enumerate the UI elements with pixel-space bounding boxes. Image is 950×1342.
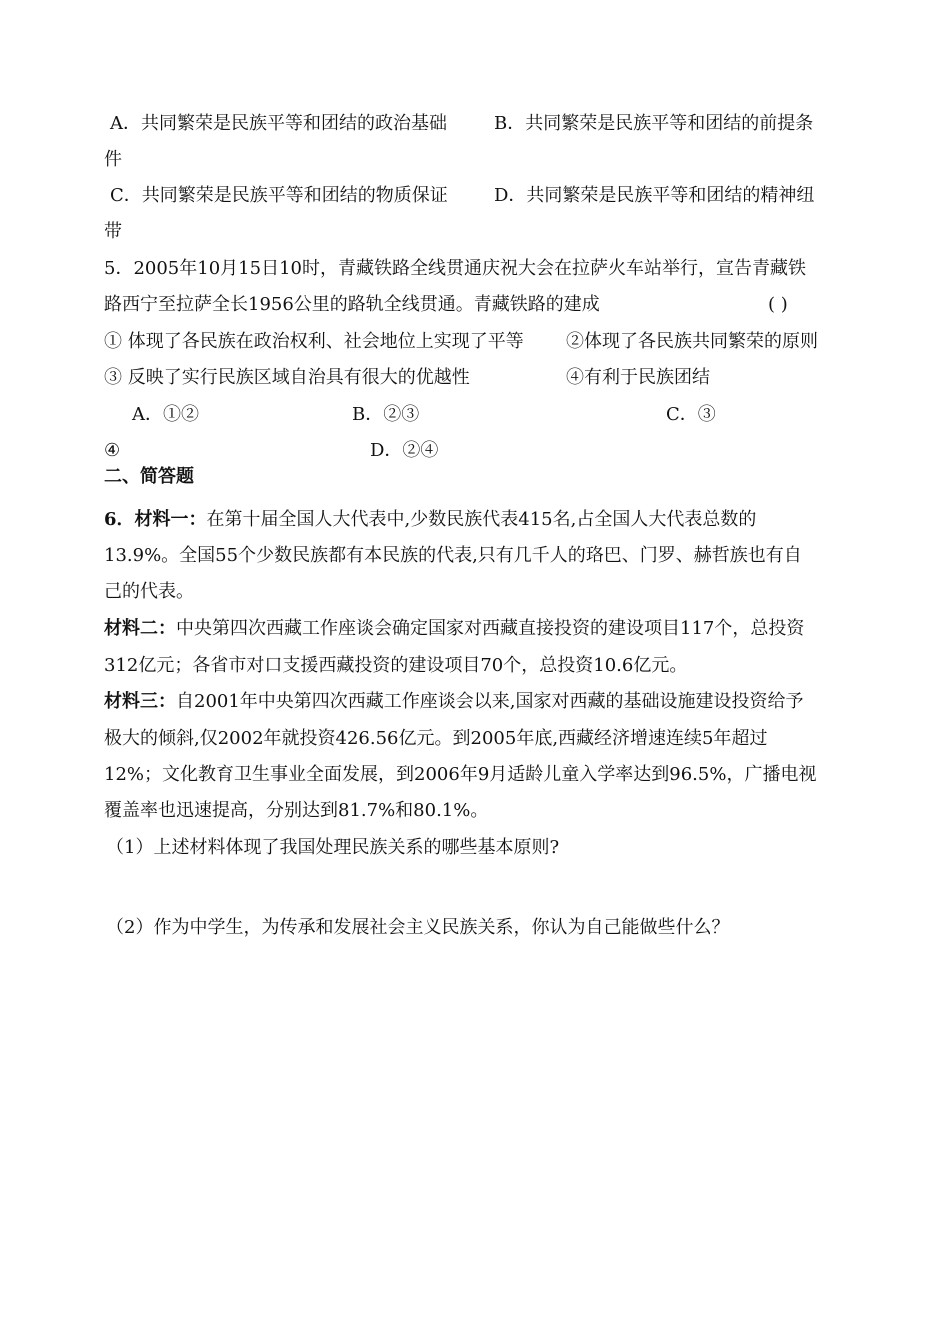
q5-item-3: ③ 反映了实行民族区域自治具有很大的优越性 (104, 367, 470, 388)
q5-item-1: ① 体现了各民族在政治权利、社会地位上实现了平等 (104, 331, 524, 352)
q5-option-d: D．②④ (370, 440, 439, 461)
q6-material-2-line2: 312亿元；各省市对口支援西藏投资的建设项目70个，总投资10.6亿元。 (104, 655, 688, 676)
q4-option-c: C．共同繁荣是民族平等和团结的物质保证 (110, 185, 448, 206)
q5-option-b: B．②③ (352, 404, 420, 425)
q5-option-a: A．①② (132, 404, 199, 425)
q6-material-3-line1 (104, 690, 804, 714)
q6-material-3-line2: 极大的倾斜,仅2002年就投资426.56亿元。到2005年底,西藏经济增速连续5年超过 (104, 728, 768, 749)
q6-material-1-line2: 13.9%。全国55个少数民族都有本民族的代表,只有几千人的珞巴、门罗、赫哲族也有自 (104, 545, 802, 566)
q5-stem-line1: 5．2005年10月15日10时，青藏铁路全线贯通庆祝大会在拉萨火车站举行，宣告青藏铁 (104, 258, 806, 279)
q4-option-d-continued: 带 (104, 221, 122, 242)
q6-material-2-label: 材料二： (104, 618, 176, 639)
q5-answer-bracket: ( ) (768, 294, 788, 315)
q5-option-c: C．③ (666, 404, 716, 425)
q6-material-1-line1 (104, 508, 756, 532)
q6-material-3-text: 自2001年中央第四次西藏工作座谈会以来,国家对西藏的基础设施建设投资给予 (176, 691, 804, 712)
q4-option-a: A．共同繁荣是民族平等和团结的政治基础 (110, 113, 447, 134)
q6-material-3-line3: 12%；文化教育卫生事业全面发展，到2006年9月适龄儿童入学率达到96.5%，广播电视 (104, 764, 817, 785)
q6-material-1-label: 材料一： (134, 509, 207, 530)
q6-material-1-text: 在第十届全国人大代表中,少数民族代表415名,占全国人大代表总数的 (206, 509, 757, 530)
q6-material-3-label: 材料三： (104, 691, 176, 712)
q5-stem-line2: 路西宁至拉萨全长1956公里的路轨全线贯通。青藏铁路的建成 (104, 294, 600, 315)
q4-option-d: D．共同繁荣是民族平等和团结的精神纽 (494, 185, 815, 206)
q6-material-2-text: 中央第四次西藏工作座谈会确定国家对西藏直接投资的建设项目117个，总投资 (176, 618, 805, 639)
section-heading: 二、简答题 (104, 466, 194, 487)
q5-item-4: ④有利于民族团结 (566, 367, 710, 388)
q6-material-3-line4: 覆盖率也迅速提高，分别达到81.7%和80.1%。 (104, 800, 489, 821)
q6-number: 6． (104, 509, 135, 530)
q6-subquestion-1: （1）上述材料体现了我国处理民族关系的哪些基本原则? (106, 837, 560, 858)
q4-option-b: B．共同繁荣是民族平等和团结的前提条 (494, 113, 814, 134)
q6-material-2-line1 (104, 617, 804, 641)
q5-item-2: ②体现了各民族共同繁荣的原则 (566, 331, 818, 352)
q6-material-1-line3: 己的代表。 (104, 581, 194, 602)
q5-option-c-continued: ④ (104, 440, 121, 461)
q4-option-b-continued: 件 (104, 149, 122, 170)
q6-subquestion-2: （2）作为中学生，为传承和发展社会主义民族关系，你认为自己能做些什么？ (106, 917, 730, 938)
